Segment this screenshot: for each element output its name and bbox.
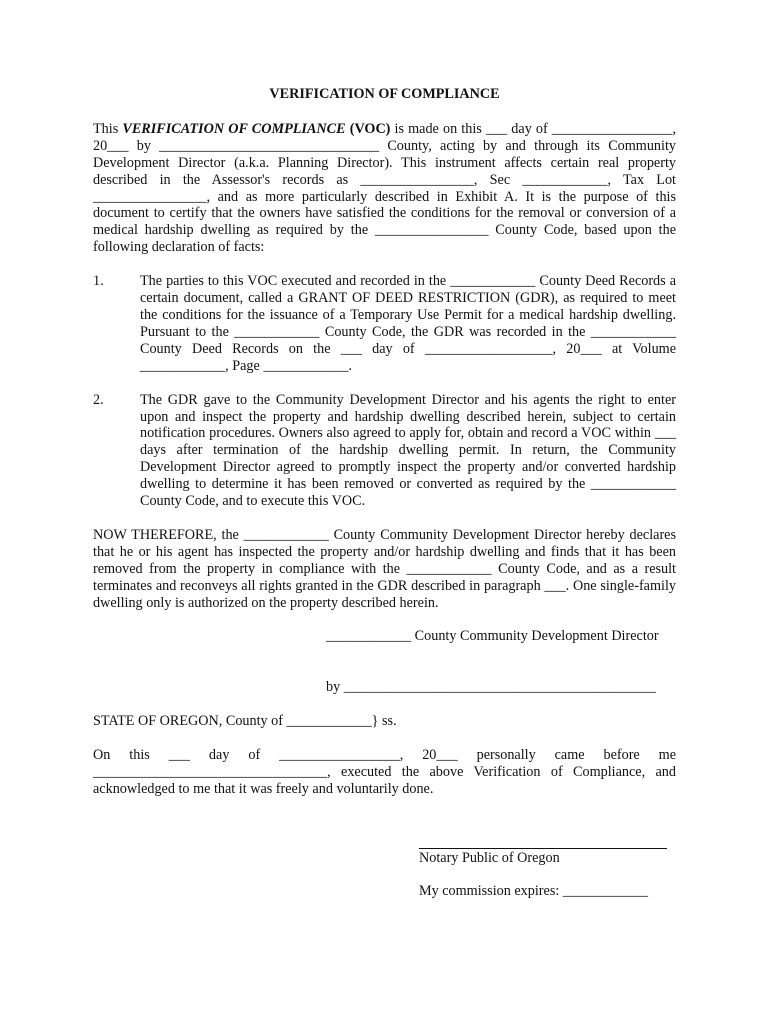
notary-signature-line: [419, 832, 667, 849]
item-text: The GDR gave to the Community Development Director and his agents the right to enter upon and inspect the property and hardship dwelling described herein, subject to certain notification procedures. Owners also agreed to apply for, obtain and record a VOC within ___ days after termination of the hardship dwelling permit. In return, the Community Development Director agreed to promptly inspect the property and/or converted hardship dwelling to determine it has been removed or converted as required by the ____________ County Code, and to execute this VOC.: [140, 391, 676, 510]
now-therefore-paragraph: NOW THEREFORE, the ____________ County Community Development Director hereby declares that he or his agent has inspected the property and/or hardship dwelling and finds that it has been removed from the property in compliance with the ____________ County Code, and as a result terminates and reconveys all rights granted in the GDR described in paragraph ___. One single-family dwelling only is authorized on the property described herein.: [93, 526, 676, 611]
item-number: 2.: [93, 391, 104, 408]
state-county-line: STATE OF OREGON, County of ____________} ss.: [93, 713, 397, 730]
commission-expires-line: My commission expires: ____________: [419, 882, 648, 899]
numbered-item-1: [93, 273, 676, 374]
item-text: The parties to this VOC executed and recorded in the ____________ County Deed Records a certain document, called a GRANT OF DEED RESTRICTION (GDR), as required to meet the conditions for the issuance of a Temporary Use Permit for a medical hardship dwelling. Pursuant to the ____________ County Code, the GDR was recorded in the ____________ County Deed Records on the ___ day of __________________, 20___ at Volume ____________, Page ____________.: [140, 273, 676, 374]
item-number: 1.: [93, 273, 104, 290]
signature-block: [326, 628, 676, 696]
document-title: VERIFICATION OF COMPLIANCE: [269, 86, 500, 102]
acknowledgment-paragraph: On this ___ day of _________________, 20___ personally came before me _________________________________, executed the above Verification of Compliance, and acknowledged to me that it was freely and voluntarily done.: [93, 747, 676, 797]
intro-lead: This: [93, 120, 123, 137]
voc-abbreviation: (VOC): [349, 120, 391, 137]
notary-block: [419, 832, 676, 900]
voc-term: VERIFICATION OF COMPLIANCE: [122, 120, 346, 137]
document-page: [93, 86, 676, 900]
intro-body: is made on this ___ day of _________________, 20___ by _______________________________ County, acting by and through its Community Development Director (a.k.a. Planning Director). This instrument affects certain real property described in the Assessor's records as ________________, Sec ____________, Tax Lot ________________, and as more particularly described in Exhibit A. It is the purpose of this document to certify that the owners have satisfied the conditions for the removal or conversion of a medical hardship dwelling as required by the ________________ County Code, based upon the following declaration of facts:: [93, 120, 676, 256]
signatory-title: ____________ County Community Development Director: [326, 628, 659, 645]
numbered-item-2: [93, 392, 676, 510]
notary-label: Notary Public of Oregon: [419, 849, 560, 866]
signature-by-line: by ____________________________________________: [326, 679, 656, 696]
intro-paragraph: [93, 121, 676, 256]
